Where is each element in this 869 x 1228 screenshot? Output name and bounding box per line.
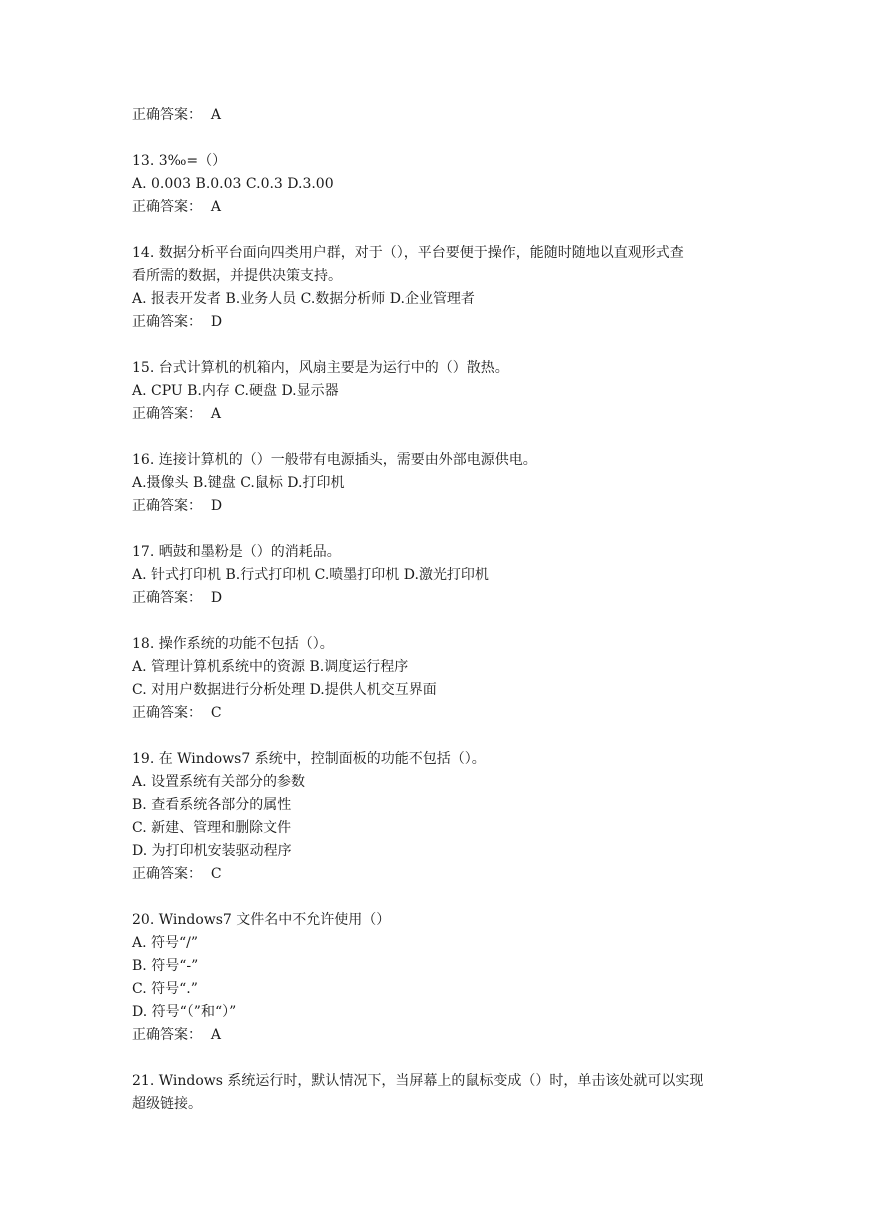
question-options-line: A. 管理计算机系统中的资源 B.调度运行程序 xyxy=(132,659,409,675)
question-stem-line: 13. 3‰=（） xyxy=(132,153,227,169)
question-options-line: A. 符号“/” xyxy=(132,935,199,951)
answer-label: 正确答案： xyxy=(132,1027,202,1043)
question-options-line: D. 符号“（”和“）” xyxy=(132,1004,237,1020)
question-block xyxy=(132,242,752,357)
question-stem-line: 17. 晒鼓和墨粉是（）的消耗品。 xyxy=(132,544,341,560)
top-answer-line xyxy=(132,104,752,127)
answer-value: D xyxy=(210,590,223,606)
answer-line xyxy=(132,1024,752,1047)
answer-label: 正确答案： xyxy=(132,406,202,422)
question-stem-line: 看所需的数据，并提供决策支持。 xyxy=(132,268,342,284)
answer-line xyxy=(132,311,752,334)
question-stem-line: 18. 操作系统的功能不包括（）。 xyxy=(132,636,334,652)
question-list xyxy=(132,150,752,1070)
question-options-line: B. 符号“-” xyxy=(132,958,199,974)
question-options-line: C. 新建、管理和删除文件 xyxy=(132,820,292,836)
answer-value: A xyxy=(210,199,222,215)
question-options-line: A.摄像头 B.键盘 C.鼠标 D.打印机 xyxy=(132,475,345,491)
question-options-line: A. CPU B.内存 C.硬盘 D.显示器 xyxy=(132,383,339,399)
answer-label: 正确答案： xyxy=(132,314,202,330)
question-stem-line: 21. Windows 系统运行时，默认情况下，当屏幕上的鼠标变成（）时，单击该处就可以实现 xyxy=(132,1073,704,1089)
question-options-line: A. 0.003 B.0.03 C.0.3 D.3.00 xyxy=(132,176,334,192)
question-stem-line: 15. 台式计算机的机箱内，风扇主要是为运行中的（）散热。 xyxy=(132,360,509,376)
question-stem-line: 16. 连接计算机的（）一般带有电源插头，需要由外部电源供电。 xyxy=(132,452,537,468)
answer-line xyxy=(132,863,752,886)
question-options-line: A. 针式打印机 B.行式打印机 C.喷墨打印机 D.激光打印机 xyxy=(132,567,489,583)
question-stem-line: 19. 在 Windows7 系统中，控制面板的功能不包括（）。 xyxy=(132,751,486,767)
question-block xyxy=(132,449,752,541)
question-block xyxy=(132,748,752,909)
question-stem-line: 14. 数据分析平台面向四类用户群，对于（），平台要便于操作，能随时随地以直观形式查 xyxy=(132,245,684,261)
answer-value: A xyxy=(210,406,222,422)
question-options-line: D. 为打印机安装驱动程序 xyxy=(132,843,292,859)
answer-line xyxy=(132,702,752,725)
answer-value: C xyxy=(210,866,222,882)
answer-label: 正确答案： xyxy=(132,199,202,215)
answer-value: A xyxy=(210,107,222,123)
question-options-line: A. 设置系统有关部分的参数 xyxy=(132,774,306,790)
answer-value: D xyxy=(210,314,223,330)
answer-line xyxy=(132,403,752,426)
answer-label: 正确答案： xyxy=(132,498,202,514)
question-21 xyxy=(132,1070,752,1116)
answer-line xyxy=(132,196,752,219)
question-block xyxy=(132,541,752,633)
question-stem-line: 超级链接。 xyxy=(132,1096,202,1112)
answer-label: 正确答案： xyxy=(132,590,202,606)
answer-label: 正确答案： xyxy=(132,705,202,721)
question-options-line: B. 查看系统各部分的属性 xyxy=(132,797,292,813)
question-block xyxy=(132,150,752,242)
question-block xyxy=(132,357,752,449)
answer-line xyxy=(132,587,752,610)
answer-label: 正确答案： xyxy=(132,866,202,882)
question-stem-line: 20. Windows7 文件名中不允许使用（） xyxy=(132,912,391,928)
question-options-line: A. 报表开发者 B.业务人员 C.数据分析师 D.企业管理者 xyxy=(132,291,475,307)
question-options-line: C. 符号“.” xyxy=(132,981,198,997)
answer-label: 正确答案： xyxy=(132,107,202,123)
answer-line xyxy=(132,495,752,518)
answer-value: D xyxy=(210,498,223,514)
answer-value: A xyxy=(210,1027,222,1043)
answer-value: C xyxy=(210,705,222,721)
question-block xyxy=(132,909,752,1070)
document-page xyxy=(132,104,752,1116)
question-block xyxy=(132,633,752,748)
question-options-line: C. 对用户数据进行分析处理 D.提供人机交互界面 xyxy=(132,682,437,698)
